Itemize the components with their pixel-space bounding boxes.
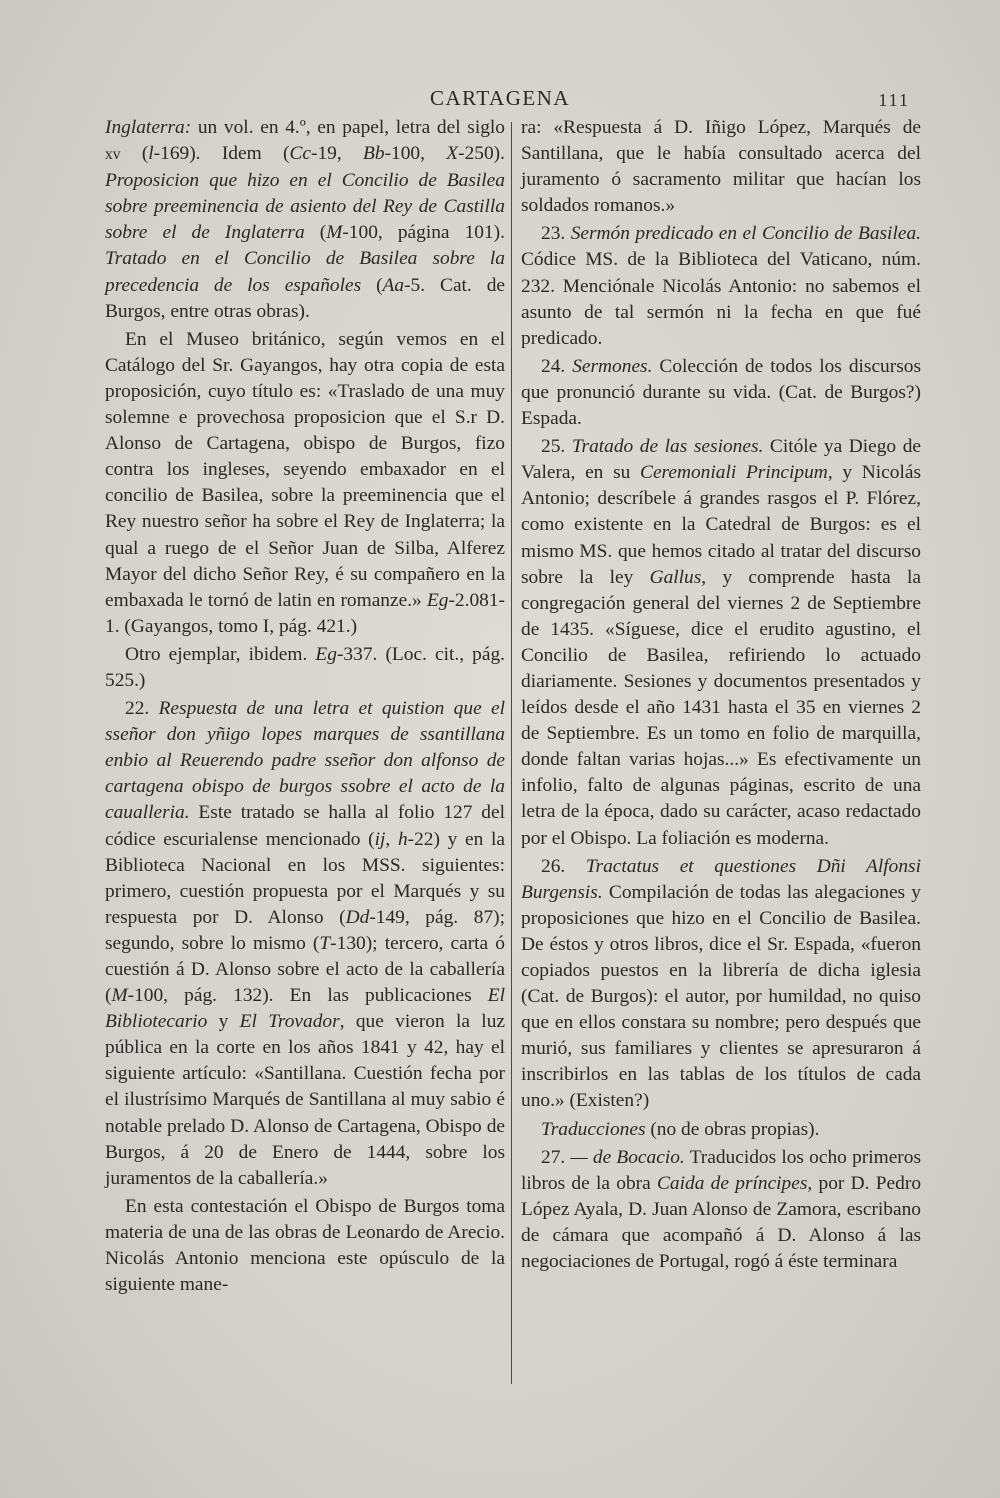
left-column: [105, 115, 505, 1298]
entry-24: 24. Sermones. Colección de todos los discursos que pronunció durante su vida. (Cat. de Burgos?) Espada.: [521, 355, 921, 430]
paragraph: ra: «Respuesta á D. Iñigo López, Marqués de Santillana, que le había consultado acerca del juramento ó sacramento militar que hacían los soldados romanos.»: [521, 117, 921, 217]
entry-25: 25. Tratado de las sesiones. Citóle ya Diego de Valera, en su Ceremoniali Principum, y Nicolás Antonio; descríbele á grandes rasgos el P. Flórez, como existente en la Catedral de Burgos: es el mismo MS. que hemos citado al tratar del discurso sobre la ley Gallus, y comprende hasta la congregación general del viernes 2 de Septiembre de 1435. «Síguese, dice el erudito agustino, el Concilio de Basilea, refiriendo lo actuado diariamente. Sesiones y documentos presentados y leídos desde el año 1431 hasta el 35 en viernes 2 de Septiembre. Es un tomo en folio de marquilla, donde faltan varias hojas...» Es efectivamente un infolio, falto de algunas páginas, escrito de una letra de la época, dado su carácter, acaso redactado por el Obispo. La foliación es moderna.: [521, 436, 921, 849]
section-heading: Traducciones (no de obras propias).: [541, 1118, 820, 1140]
entry-22: 22. Respuesta de una letra et quistion que el sseñor don yñigo lopes marques de ssantillana enbio al Reuerendo padre sseñor don alfonso de cartagena obispo de burgos ssobre el acto de la caualleria. Este tratado se halla al folio 127 del códice escurialense mencionado (ij, h-22) y en la Biblioteca Nacional en los MSS. siguientes: primero, cuestión propuesta por el Marqués y su respuesta por D. Alonso (Dd-149, pág. 87); segundo, sobre lo mismo (T-130); tercero, carta ó cuestión á D. Alonso sobre el acto de la caballería (M-100, pág. 132). En las publicaciones El Bibliotecario y El Trovador, que vieron la luz pública en la corte en los años 1841 y 42, hay el siguiente artículo: «Santillana. Cuestión fecha por el ilustrísimo Marqués de Santillana al muy sabio é notable prelado D. Alonso de Cartagena, Obispo de Burgos, á 20 de Enero de 1444, sobre los juramentos de la caballería.»: [105, 698, 506, 1189]
entry-26: 26. Tractatus et questiones Dñi Alfonsi Burgensis. Compilación de todas las alegaciones y proposiciones que hizo en el Concilio de Basilea. De éstos y otros libros, dice el Sr. Espada, «fueron copiados puestos en la librería de dicha iglesia (Cat. de Burgos): el autor, por humildad, no quiso que en ellos constara su nombre; pero después que murió, sus familiares y clientes se apresuraron á inscribirlos en las tablas de los títulos de cada uno.» (Existen?): [521, 855, 921, 1112]
right-column: [521, 115, 921, 1275]
page-number: 111: [878, 90, 910, 110]
paragraph: Inglaterra: un vol. en 4.º, en papel, letra del siglo xv (l-169). Idem (Cc-19, Bb-100, X-250). Proposicion que hizo en el Concilio de Basilea sobre preeminencia de asiento del Rey de Castilla sobre el de Inglaterra (M-100, página 101). Tratado en el Concilio de Basilea sobre la precedencia de los españoles (Aa-5. Cat. de Burgos, entre otras obras).: [105, 117, 505, 322]
paragraph: En el Museo británico, según vemos en el Catálogo del Sr. Gayangos, hay otra copia de esta proposición, cuyo título es: «Traslado de una muy solemne e provechosa proposicion que el S.r D. Alonso de Cartagena, obispo de Burgos, fizo contra los ingleses, seyendo embaxador en el concilio de Basilea, sobre la preeminencia que el Rey nuestro señor ha sobre el Rey de Inglaterra; la qual a ruego de el Señor Juan de Silba, Alferez Mayor del dicho Señor Rey, é su compañero en la embaxada le tornó de latin en romanze.» Eg-2.081-1. (Gayangos, tomo I, pág. 421.): [105, 328, 505, 637]
entry-27: 27. — de Bocacio. Traducidos los ocho primeros libros de la obra Caida de príncipes, por D. Pedro López Ayala, D. Juan Alonso de Zamora, escribano de cámara que acompañó á D. Alonso á las negociaciones de Portugal, rogó á éste terminara: [521, 1146, 922, 1273]
paragraph: En esta contestación el Obispo de Burgos toma materia de una de las obras de Leonardo de Arecio. Nicolás Antonio menciona este opúsculo de la siguiente mane-: [105, 1195, 505, 1296]
entry-23: 23. Sermón predicado en el Concilio de Basilea. Códice MS. de la Biblioteca del Vaticano, núm. 232. Menciónale Nicolás Antonio: no sabemos el asunto de tal sermón ni la fecha en que fué predicado.: [521, 223, 921, 349]
paragraph: Otro ejemplar, ibidem. Eg-337. (Loc. cit., pág. 525.): [105, 643, 505, 691]
column-divider: [511, 122, 512, 1384]
running-head: CARTAGENA: [429, 86, 571, 110]
